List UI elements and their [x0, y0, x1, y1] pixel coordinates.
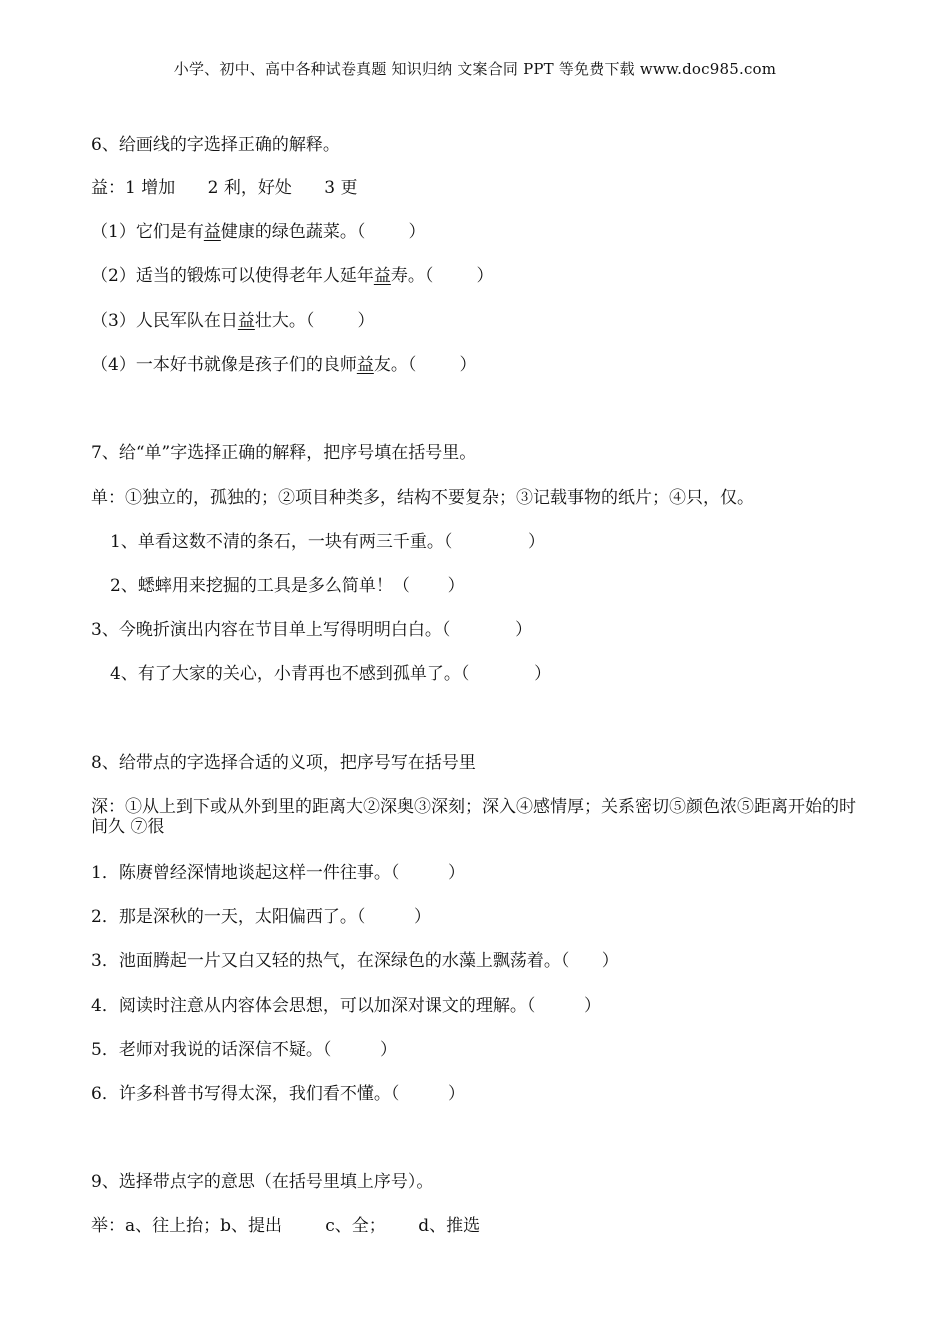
q7-title: 7、给“单”字选择正确的解释，把序号填在括号里。 — [91, 443, 477, 463]
underlined-char: 益 — [203, 222, 221, 242]
q8-item-4: 4．阅读时注意从内容体会思想，可以加深对课文的理解。（ ） — [91, 996, 601, 1016]
q8-definition: 深：①从上到下或从外到里的距离大②深奥③深刻；深入④感情厚；关系密切⑤颜色浓⑤距离开始的时间久 ⑦很 — [91, 797, 856, 837]
underlined-char: 益 — [237, 311, 255, 331]
q6-title: 6、给画线的字选择正确的解释。 — [91, 135, 340, 155]
q6-definition: 益：1 增加 2 利，好处 3 更 — [91, 178, 358, 198]
q8-item-3: 3．池面腾起一片又白又轻的热气，在深绿色的水藻上飘荡着。（ ） — [91, 951, 619, 971]
q6-item-1: （1）它们是有益健康的绿色蔬菜。（ ） — [91, 222, 426, 242]
q8-item-5: 5．老师对我说的话深信不疑。（ ） — [91, 1040, 397, 1060]
underlined-char: 益 — [356, 355, 374, 375]
q6-item-2: （2）适当的锻炼可以使得老年人延年益寿。（ ） — [91, 266, 494, 286]
q7-item-4: 4、有了大家的关心，小青再也不感到孤单了。（ ） — [110, 664, 552, 684]
q9-definition: 举：a、往上抬；b、提出 c、全； d、推选 — [91, 1216, 481, 1236]
q9-title: 9、选择带点字的意思（在括号里填上序号）。 — [91, 1172, 434, 1192]
q8-item-2: 2．那是深秋的一天，太阳偏西了。（ ） — [91, 907, 431, 927]
q8-item-1: 1．陈赓曾经深情地谈起这样一件往事。（ ） — [91, 863, 465, 883]
q7-item-1: 1、单看这数不清的条石，一块有两三千重。（ ） — [110, 532, 545, 552]
q7-item-3: 3、今晚折演出内容在节目单上写得明明白白。（ ） — [91, 620, 533, 640]
q6-item-4: （4）一本好书就像是孩子们的良师益友。（ ） — [91, 355, 477, 375]
underlined-char: 益 — [373, 266, 391, 286]
q8-title: 8、给带点的字选择合适的义项，把序号写在括号里 — [91, 753, 476, 773]
q7-item-2: 2、蟋蟀用来挖掘的工具是多么简单！（ ） — [110, 576, 465, 596]
page-header: 小学、初中、高中各种试卷真题 知识归纳 文案合同 PPT 等免费下载 www.doc985.com — [173, 60, 777, 78]
q6-item-3: （3）人民军队在日益壮大。（ ） — [91, 311, 375, 331]
q8-item-6: 6．许多科普书写得太深，我们看不懂。（ ） — [91, 1084, 465, 1104]
q7-definition: 单：①独立的，孤独的；②项目种类多，结构不要复杂；③记载事物的纸片；④只，仅。 — [91, 488, 754, 508]
